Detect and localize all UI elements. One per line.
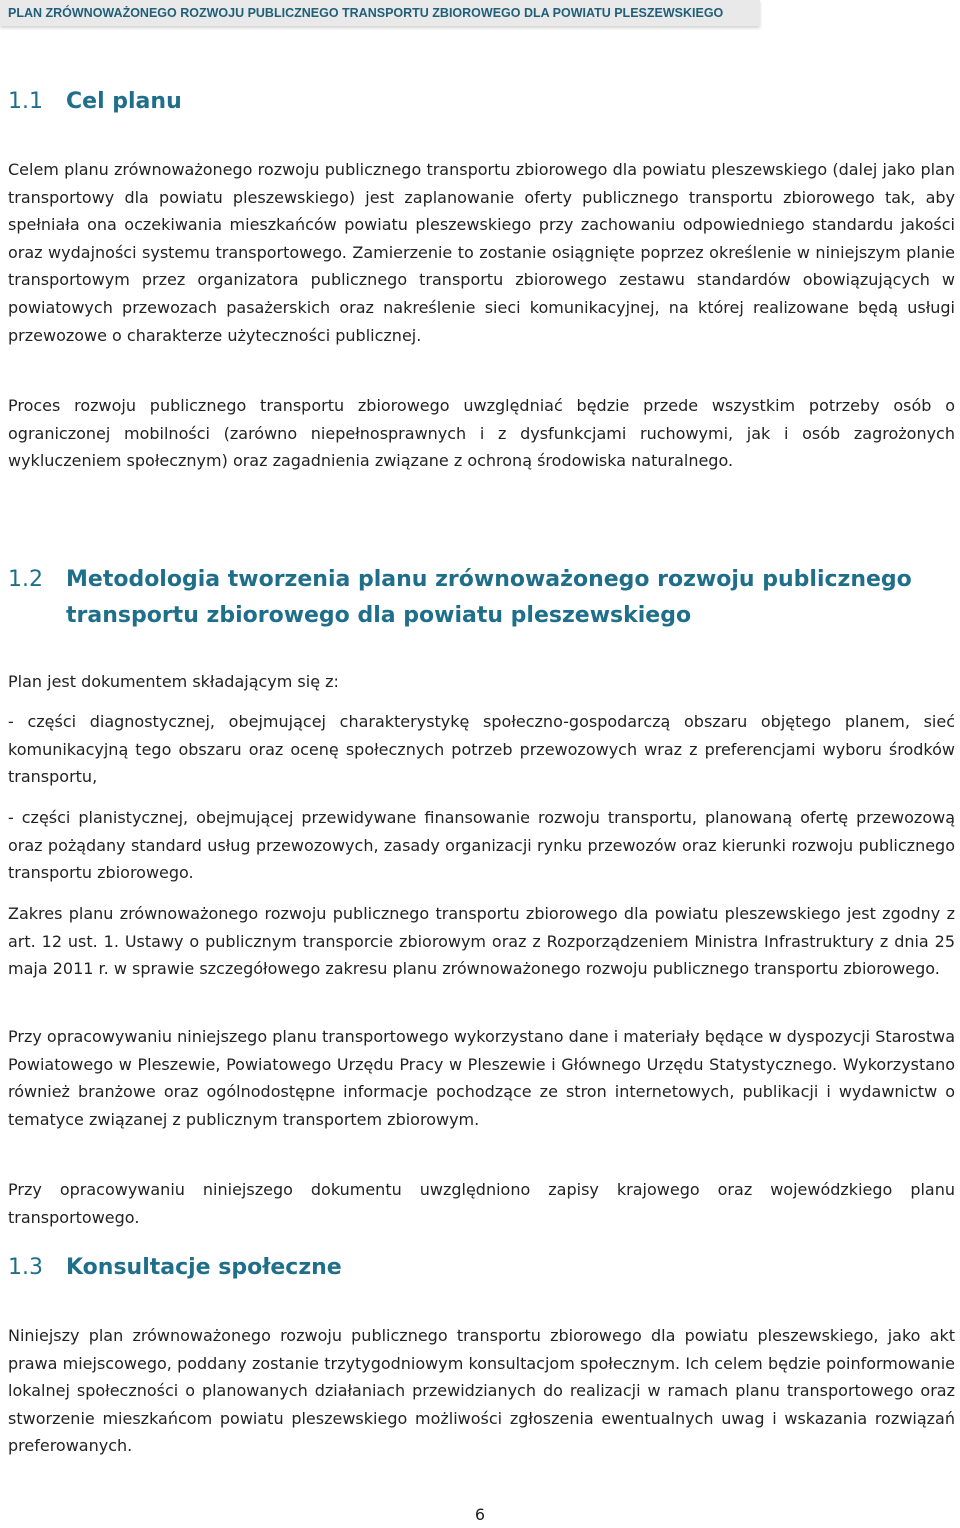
- paragraph: Przy opracowywaniu niniejszego dokumentu uwzględniono zapisy krajowego oraz wojewódzkiego planu transportowego.: [8, 1180, 955, 1227]
- section-title: Cel planu: [66, 89, 182, 114]
- section-heading-1-2: [8, 562, 912, 634]
- section-number: 1.2: [8, 567, 43, 592]
- paragraph: Zakres planu zrównoważonego rozwoju publicznego transportu zbiorowego dla powiatu pleszewskiego jest zgodny z art. 12 ust. 1. Ustawy o publicznym transporcie zbiorowym oraz z Rozporządzeniem Ministra Infrastruktury z dnia 25 maja 2011 r. w sprawie szczegółowego zakresu planu zrównoważonego rozwoju publicznego transportu zbiorowego.: [8, 904, 955, 979]
- paragraph: Niniejszy plan zrównoważonego rozwoju publicznego transportu zbiorowego dla powiatu pleszewskiego, jako akt prawa miejscowego, poddany zostanie trzytygodniowym konsultacjom społecznym. Ich celem będzie poinformowanie lokalnej społeczności o planowanych działaniach przewidzianych do realizacji w ramach planu transportowego oraz stworzenie mieszkańcom powiatu pleszewskiego możliwości zgłoszenia ewentualnych uwag i wskazania rozwiązań preferowanych.: [8, 1326, 955, 1456]
- paragraph: Plan jest dokumentem składającym się z:: [8, 672, 339, 691]
- section-number: 1.3: [8, 1255, 43, 1280]
- running-header: [0, 0, 760, 26]
- section-heading-1-1: [8, 84, 182, 120]
- running-header-title: PLAN ZRÓWNOWAŻONEGO ROZWOJU PUBLICZNEGO TRANSPORTU ZBIOROWEGO DLA POWIATU PLESZEWSKIEGO: [8, 6, 724, 20]
- paragraph: Proces rozwoju publicznego transportu zbiorowego uwzględniać będzie przede wszystkim potrzeby osób o ograniczonej mobilności (zarówno niepełnosprawnych i z dysfunkcjami ruchowymi, jak i osób zagrożonych wykluczeniem społecznym) oraz zagadnienia związane z ochroną środowiska naturalnego.: [8, 396, 955, 471]
- section-title-line-1: Metodologia tworzenia planu zrównoważonego rozwoju publicznego: [66, 567, 912, 592]
- page-number: 6: [474, 1505, 486, 1524]
- section-number: 1.1: [8, 89, 43, 114]
- list-item: - części planistycznej, obejmującej przewidywane finansowanie rozwoju transportu, planowaną ofertę przewozową oraz pożądany standard usług przewozowych, zasady organizacji rynku przewozów oraz kierunki rozwoju publicznego transportu zbiorowego.: [8, 808, 955, 883]
- list-item: - części diagnostycznej, obejmującej charakterystykę społeczno-gospodarczą obszaru objętego planem, sieć komunikacyjną tego obszaru oraz ocenę społecznych potrzeb przewozowych wraz z preferencjami wyboru środków transportu,: [8, 712, 955, 787]
- paragraph: Przy opracowywaniu niniejszego planu transportowego wykorzystano dane i materiały będące w dyspozycji Starostwa Powiatowego w Pleszewie, Powiatowego Urzędu Pracy w Pleszewie i Głównego Urzędu Statystycznego. Wykorzystano również branżowe oraz ogólnodostępne informacje pochodzące ze stron internetowych, publikacji i wydawnictw o tematyce związanej z publicznym transportem zbiorowym.: [8, 1027, 955, 1129]
- paragraph: Celem planu zrównoważonego rozwoju publicznego transportu zbiorowego dla powiatu pleszewskiego (dalej jako plan transportowy dla powiatu pleszewskiego) jest zaplanowanie oferty publicznego transportu zbiorowego tak, aby spełniała ona oczekiwania mieszkańców powiatu pleszewskiego przy zachowaniu odpowiedniego standardu jakości oraz wydajności systemu transportowego. Zamierzenie to zostanie osiągnięte poprzez określenie w niniejszym planie transportowym przez organizatora publicznego transportu zbiorowego zestawu standardów obowiązujących w powiatowych przewozach pasażerskich oraz nakreślenie sieci komunikacyjnej, na której realizowane będą usługi przewozowe o charakterze użyteczności publicznej.: [8, 160, 955, 345]
- section-heading-1-3: [8, 1250, 342, 1286]
- section-title-line-2: transportu zbiorowego dla powiatu pleszewskiego: [66, 603, 692, 628]
- section-title: Konsultacje społeczne: [66, 1255, 342, 1280]
